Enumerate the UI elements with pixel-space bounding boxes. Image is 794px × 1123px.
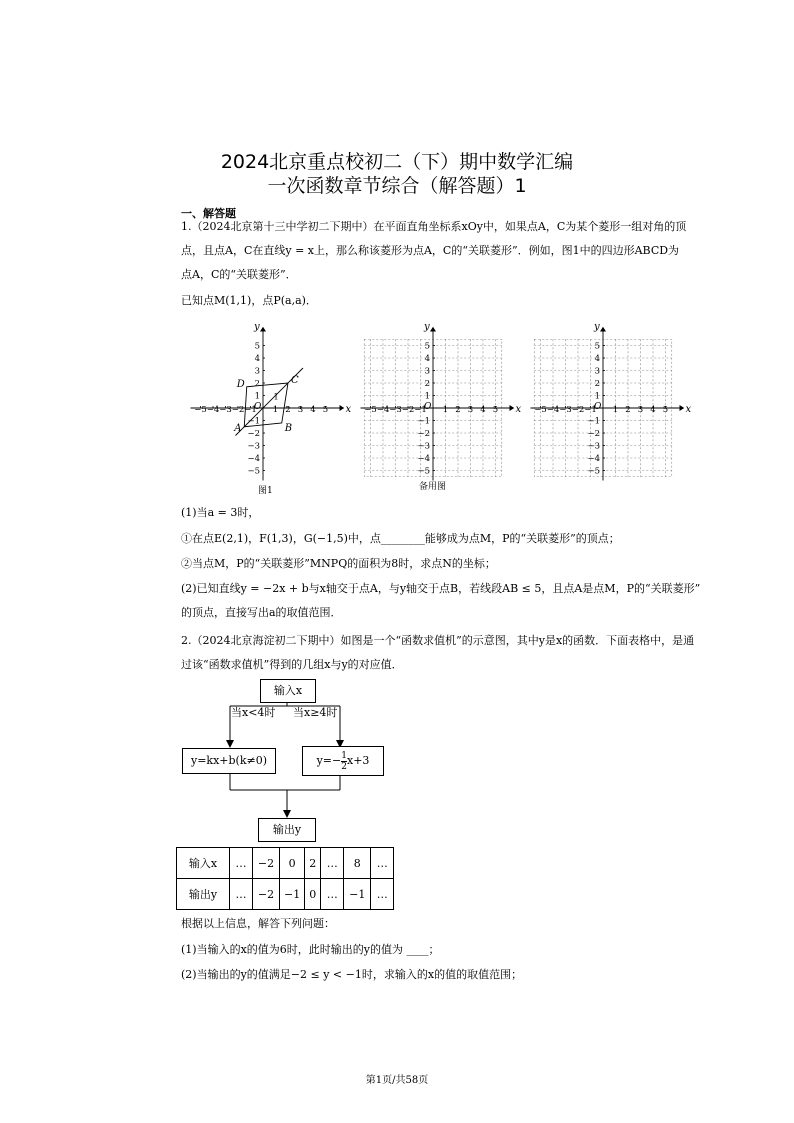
y-tick-label: 3 — [254, 366, 260, 377]
x-tick-label: −4 — [546, 405, 560, 415]
y-tick-label: −4 — [587, 454, 600, 464]
origin-label: O — [424, 402, 432, 412]
y-tick-label: 3 — [424, 366, 430, 377]
table-cell: −2 — [253, 879, 280, 910]
fraction-denominator: 2 — [341, 761, 347, 772]
origin-label: O — [254, 402, 262, 412]
formula-right-suffix: x+3 — [346, 754, 370, 767]
figure-2-blank-grid — [358, 318, 522, 478]
section-heading: 一、解答题 — [181, 207, 236, 220]
y-tick-label: 4 — [594, 354, 600, 364]
x-tick-label: 3 — [637, 405, 644, 415]
table-cell: 输出y — [177, 879, 230, 910]
q1-sub2: ②当点M，P的“关联菱形”MNPQ的面积为8时，求点N的坐标； — [181, 557, 496, 570]
x-axis-arrow — [510, 405, 515, 411]
table-cell: … — [321, 879, 344, 910]
x-tick-label: −4 — [376, 405, 390, 415]
x-axis-arrow — [340, 405, 345, 411]
x-axis-label: x — [515, 404, 522, 415]
formula-right-box — [302, 746, 384, 776]
table-cell: 8 — [344, 848, 371, 879]
x-axis-arrow — [680, 405, 685, 411]
x-tick-label: −4 — [206, 405, 220, 415]
y-tick-label: −2 — [417, 429, 430, 439]
input-output-table — [176, 847, 394, 910]
y-tick-label: −4 — [247, 454, 260, 464]
y-tick-label: 2 — [254, 379, 260, 389]
q1-sub1: ①在点E(2,1)，F(1,3)，G(−1,5)中，点________能够成为点M，P的“关联菱形”的顶点； — [181, 532, 620, 545]
page-title: 2024北京重点校初二（下）期中数学汇编 — [220, 151, 574, 173]
origin-label: O — [594, 402, 602, 412]
y-tick-label: 5 — [424, 341, 430, 352]
y-tick-label: 4 — [254, 354, 260, 364]
x-tick-label: −5 — [194, 405, 207, 415]
table-cell: … — [371, 879, 394, 910]
y-axis-arrow — [260, 327, 266, 332]
y-tick-label: −3 — [417, 441, 430, 452]
y-tick-label: −4 — [417, 454, 430, 464]
y-tick-label: −3 — [247, 441, 260, 452]
y-tick-label: 2 — [424, 379, 430, 389]
y-tick-label: −1 — [417, 416, 430, 427]
q1-part2-line1: (2)已知直线y = −2x + b与x轴交于点A，与y轴交于点B，若线段AB ≤ 5，且点A是点M，P的“关联菱形” — [181, 582, 701, 595]
x-tick-label: 4 — [310, 405, 316, 415]
x-tick-label: −3 — [219, 405, 232, 415]
branch-right-label: 当x≥4时 — [293, 706, 338, 719]
page-subtitle: 一次函数章节综合（解答题）1 — [267, 175, 527, 197]
y-axis-label: y — [594, 321, 600, 333]
table-cell: 0 — [280, 848, 305, 879]
figure-1-coordinate-plane — [188, 318, 352, 478]
table-row-input — [177, 848, 394, 879]
x-tick-label: 3 — [467, 405, 474, 415]
y-tick-label: −2 — [587, 429, 600, 439]
y-tick-label: 1 — [254, 391, 260, 402]
y-tick-label: −1 — [587, 416, 600, 427]
table-cell: 输入x — [177, 848, 230, 879]
vertex-label-d: D — [236, 378, 245, 390]
table-cell: 0 — [305, 879, 321, 910]
table-cell: … — [321, 848, 344, 879]
q1-known: 已知点M(1,1)，点P(a,a)． — [181, 294, 317, 307]
y-axis-arrow — [600, 327, 606, 332]
output-y-box: 输出y — [258, 818, 316, 842]
table-cell: −1 — [344, 879, 371, 910]
table-cell: 2 — [305, 848, 321, 879]
y-tick-label: 4 — [424, 354, 430, 364]
x-tick-label: −2 — [401, 405, 415, 415]
table-cell: … — [230, 879, 253, 910]
y-tick-label: −5 — [247, 466, 260, 477]
y-tick-label: 2 — [594, 379, 600, 389]
figure-2-caption: 备用图 — [419, 482, 447, 492]
y-tick-label: 1 — [594, 391, 600, 402]
x-tick-label: −1 — [584, 405, 597, 415]
q1-part2-line2: 的顶点，直接写出a的取值范围． — [181, 606, 342, 619]
y-tick-label: −2 — [247, 429, 260, 439]
x-tick-label: 5 — [662, 405, 669, 415]
vertex-label-c: C — [291, 375, 299, 386]
x-tick-label: −5 — [534, 405, 547, 415]
q2-after: 根据以上信息，解答下列问题： — [181, 917, 335, 930]
q2-line1: 2.（2024北京海淀初二下期中）如图是一个“函数求值机”的示意图，其中y是x的函数．下面表格中，是通 — [181, 634, 695, 647]
tick-1-near-origin: 1 — [273, 392, 279, 402]
y-tick-label: −3 — [587, 441, 600, 452]
x-tick-label: 1 — [442, 405, 449, 415]
x-tick-label: 1 — [272, 405, 279, 415]
y-tick-label: 1 — [424, 391, 430, 402]
y-axis-arrow — [430, 327, 436, 332]
formula-right-prefix: y=− — [316, 754, 342, 767]
x-axis-label: x — [685, 404, 692, 415]
table-cell: … — [371, 848, 394, 879]
x-tick-label: 4 — [650, 405, 656, 415]
x-tick-label: −3 — [389, 405, 402, 415]
y-axis-label: y — [424, 321, 430, 333]
table-cell: … — [230, 848, 253, 879]
vertex-label-b: B — [284, 423, 293, 434]
x-tick-label: 1 — [612, 405, 619, 415]
q2-sub1: (1)当输入的x的值为6时，此时输出的y的值为 ____； — [181, 943, 440, 956]
q1-line1: 1.（2024北京第十三中学初二下期中）在平面直角坐标系xOy中，如果点A，C为某个菱形一组对角的顶 — [181, 220, 687, 233]
table-row-output — [177, 879, 394, 910]
y-tick-label: −5 — [417, 466, 430, 477]
q1-line2: 点，且点A，C在直线y = x上，那么称该菱形为点A，C的“关联菱形”．例如，图1中的四边形ABCD为 — [181, 244, 680, 257]
x-tick-label: −1 — [244, 405, 257, 415]
input-x-box: 输入x — [260, 679, 316, 703]
table-cell: −2 — [253, 848, 280, 879]
x-tick-label: 5 — [492, 405, 499, 415]
x-tick-label: 2 — [285, 405, 291, 415]
x-tick-label: 4 — [480, 405, 486, 415]
y-tick-label: 3 — [594, 366, 600, 377]
vertex-label-a: A — [234, 422, 242, 434]
y-axis-label: y — [254, 321, 260, 333]
x-tick-label: −3 — [559, 405, 572, 415]
page-footer: 第1页/共58页 — [365, 1075, 429, 1086]
figure-3-blank-grid — [528, 318, 692, 478]
table-cell: −1 — [280, 879, 305, 910]
formula-left-box: y=kx+b(k≠0) — [182, 748, 276, 774]
y-tick-label: −5 — [587, 466, 600, 477]
x-tick-label: 5 — [322, 405, 329, 415]
y-tick-label: 5 — [594, 341, 600, 352]
x-tick-label: 2 — [455, 405, 461, 415]
q1-part1: (1)当a = 3时， — [181, 506, 260, 519]
q1-line3: 点A，C的“关联菱形”． — [181, 268, 297, 281]
x-tick-label: 2 — [625, 405, 631, 415]
q2-line2: 过该“函数求值机”得到的几组x与y的对应值． — [181, 658, 403, 671]
x-tick-label: −2 — [571, 405, 585, 415]
x-tick-label: −1 — [414, 405, 427, 415]
fraction-numerator: 1 — [341, 750, 347, 761]
q2-sub2: (2)当输出的y的值满足−2 ≤ y < −1时，求输入的x的值的取值范围； — [181, 968, 523, 981]
branch-left-label: 当x<4时 — [231, 706, 276, 719]
figure-1-caption: 图1 — [258, 486, 273, 496]
y-tick-label: 5 — [254, 341, 260, 352]
x-tick-label: 3 — [297, 405, 304, 415]
x-axis-label: x — [345, 404, 352, 415]
y-tick-label: −1 — [247, 416, 260, 427]
x-tick-label: −5 — [364, 405, 377, 415]
x-tick-label: −2 — [231, 405, 245, 415]
